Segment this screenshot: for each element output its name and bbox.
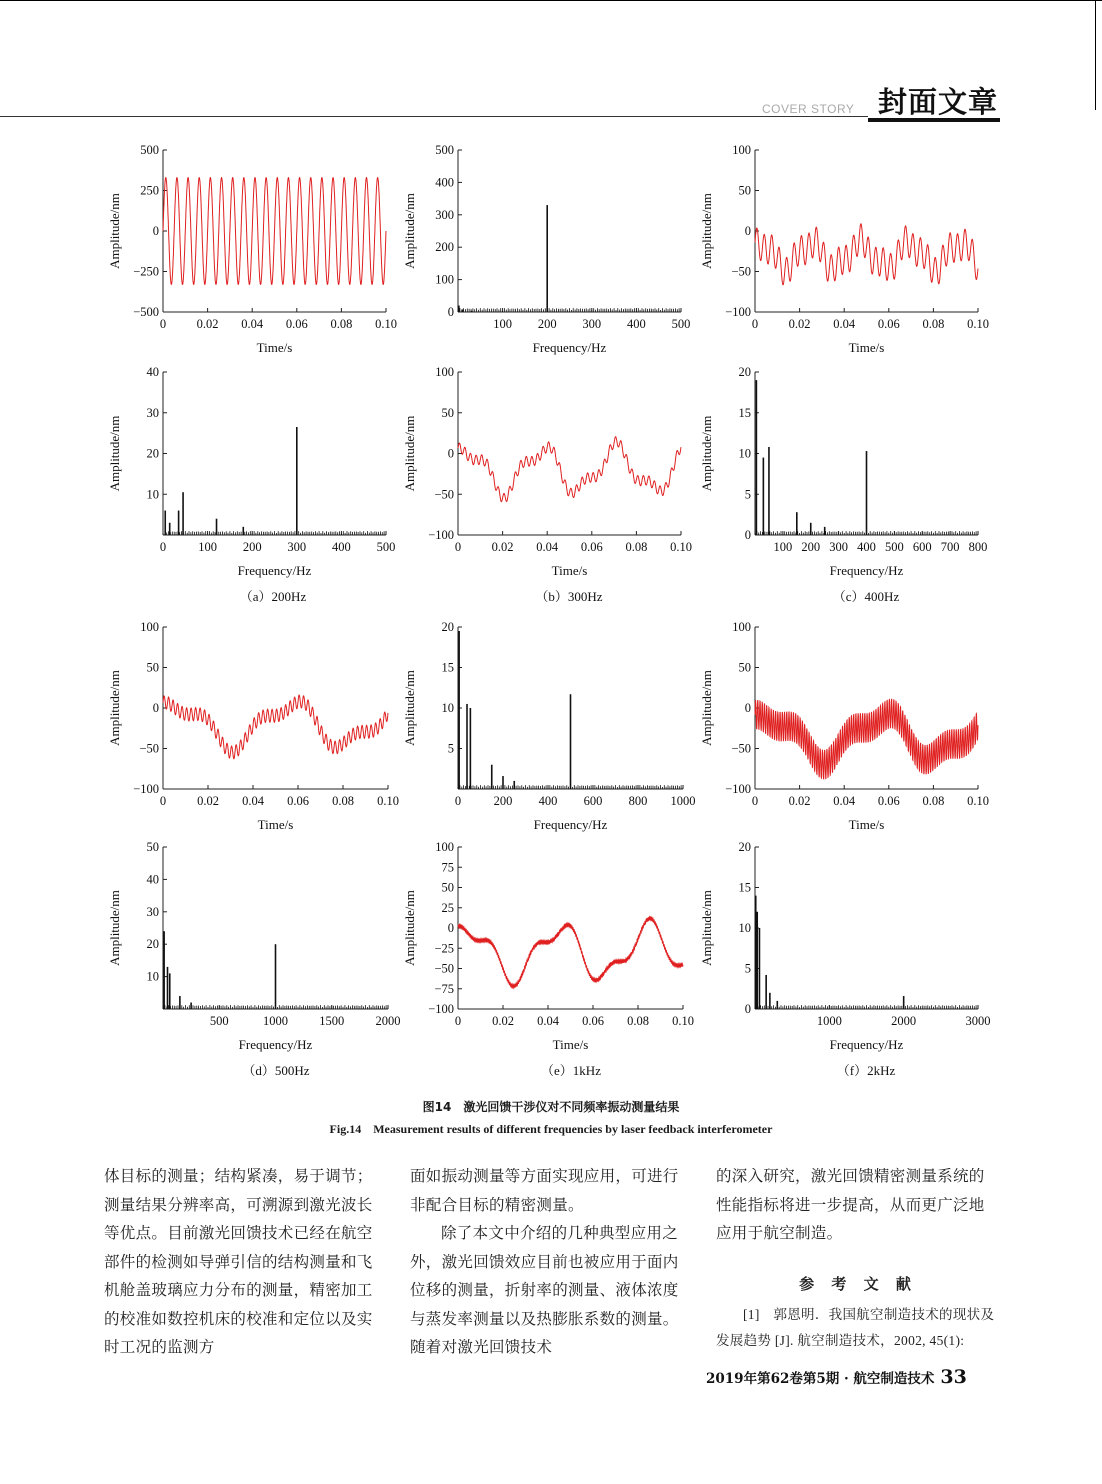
y-tick-label: 50 — [738, 660, 751, 675]
x-tick-label: 300 — [287, 540, 307, 554]
series-line — [755, 699, 978, 779]
y-tick-label: −100 — [725, 782, 751, 796]
x-tick-label: 500 — [671, 317, 691, 331]
x-tick-label: 0.10 — [375, 317, 397, 331]
y-tick-label: 0 — [447, 446, 454, 461]
y-tick-label: 20 — [441, 620, 454, 634]
x-tick-label: 0.10 — [670, 540, 692, 554]
x-tick-label: 0 — [159, 794, 167, 808]
x-tick-label: 1000 — [816, 1014, 842, 1028]
x-tick-label: 0.08 — [330, 317, 353, 331]
page-number: 33 — [940, 1366, 967, 1388]
subcaption: （f）2kHz — [836, 1063, 896, 1078]
y-tick-label: 40 — [146, 365, 159, 379]
y-tick-label: −50 — [434, 961, 454, 976]
y-tick-label: −250 — [133, 264, 159, 279]
cover-story-cn: 封面文章 — [878, 85, 999, 119]
x-tick-label: 1000 — [670, 794, 696, 808]
x-tick-label: 0 — [454, 540, 462, 554]
x-tick-label: 0.04 — [242, 794, 264, 808]
x-tick-label: 0.06 — [287, 794, 309, 808]
x-tick-label: 0.10 — [967, 317, 989, 331]
y-tick-label: 75 — [441, 860, 454, 875]
y-axis-label: Amplitude/nm — [107, 670, 122, 746]
x-tick-label: 0.06 — [877, 317, 900, 331]
reference-item: [1] 郭恩明．我国航空制造技术的现状及发展趋势 [J]. 航空制造技术，2002, 45(1): — [716, 1307, 995, 1348]
y-tick-label: 15 — [738, 405, 751, 420]
x-tick-label: 2000 — [375, 1014, 401, 1028]
y-axis-label: Amplitude/nm — [107, 415, 122, 492]
y-axis-label: Amplitude/nm — [699, 670, 714, 746]
x-tick-label: 0 — [751, 317, 759, 331]
y-tick-label: −100 — [725, 305, 751, 319]
x-tick-label: 200 — [493, 794, 513, 808]
y-tick-label: 30 — [146, 405, 159, 420]
y-tick-label: 200 — [435, 240, 454, 255]
x-tick-label: 100 — [198, 540, 217, 554]
chart-d-freq — [402, 620, 696, 832]
x-tick-label: 300 — [829, 540, 848, 554]
x-tick-label: 800 — [968, 540, 988, 554]
y-axis-label: Amplitude/nm — [402, 670, 417, 746]
x-tick-label: 0 — [159, 540, 167, 554]
y-tick-label: 50 — [146, 660, 159, 675]
noise-floor — [755, 1005, 978, 1009]
subcaption: （b）300Hz — [535, 589, 603, 604]
x-tick-label: 0.04 — [536, 540, 559, 554]
y-tick-label: −100 — [133, 782, 159, 796]
series-line — [458, 437, 681, 502]
y-tick-label: 100 — [140, 620, 159, 634]
chart-d-time — [107, 620, 399, 832]
figure-caption-en: Fig.14 Measurement results of different frequencies by laser feedback interferometer — [329, 1122, 773, 1136]
chart-c-time — [402, 365, 692, 578]
x-tick-label: 0.08 — [922, 794, 945, 808]
x-tick-label: 0.06 — [877, 794, 900, 808]
x-axis-label: Time/s — [552, 1037, 589, 1052]
y-tick-label: −25 — [434, 941, 454, 956]
y-tick-label: −50 — [139, 741, 159, 756]
x-axis-label: Frequency/Hz — [238, 1037, 313, 1052]
y-tick-label: 0 — [744, 528, 751, 542]
y-tick-label: 20 — [738, 840, 751, 854]
x-tick-label: 1000 — [263, 1014, 288, 1028]
x-tick-label: 300 — [582, 317, 602, 331]
y-tick-label: −50 — [731, 264, 751, 279]
y-tick-label: 100 — [732, 620, 751, 634]
y-axis-label: Amplitude/nm — [402, 890, 417, 966]
paragraph: 的深入研究，激光回馈精密测量系统的性能指标将进一步提高，从而更广泛地应用于航空制造。 — [716, 1167, 985, 1242]
y-axis-label: Amplitude/nm — [107, 193, 122, 269]
y-tick-label: 0 — [447, 305, 454, 319]
x-tick-label: 0.08 — [332, 794, 354, 808]
y-tick-label: 100 — [435, 272, 454, 287]
x-tick-label: 0.10 — [967, 794, 989, 808]
x-tick-label: 0.06 — [285, 317, 308, 331]
chart-a-time — [107, 143, 397, 355]
x-tick-label: 0.06 — [582, 1014, 604, 1028]
x-tick-label: 0.08 — [922, 317, 945, 331]
series-line — [163, 695, 388, 759]
x-tick-label: 200 — [242, 540, 262, 554]
noise-floor — [163, 531, 386, 535]
y-tick-label: −50 — [434, 487, 454, 502]
x-axis-label: Time/s — [257, 817, 294, 832]
y-tick-label: −500 — [133, 305, 159, 319]
x-tick-label: 700 — [940, 540, 960, 554]
x-tick-label: 0 — [751, 794, 759, 808]
y-axis-label: Amplitude/nm — [699, 890, 714, 966]
x-axis-label: Time/s — [848, 817, 885, 832]
x-tick-label: 0.04 — [537, 1014, 559, 1028]
x-axis-label: Frequency/Hz — [237, 563, 312, 578]
x-tick-label: 0.10 — [672, 1014, 694, 1028]
noise-floor — [755, 531, 978, 535]
subcaption: （c）400Hz — [832, 589, 900, 604]
y-tick-label: 0 — [744, 701, 751, 715]
x-axis-label: Frequency/Hz — [533, 817, 608, 832]
y-tick-label: 10 — [738, 446, 751, 461]
y-tick-label: 20 — [146, 446, 159, 461]
x-tick-label: 100 — [493, 317, 512, 331]
x-tick-label: 2000 — [891, 1014, 917, 1028]
y-tick-label: 500 — [435, 143, 454, 157]
y-tick-label: −75 — [434, 981, 454, 996]
y-tick-label: 15 — [441, 660, 454, 675]
y-tick-label: 50 — [441, 880, 454, 895]
y-axis-label: Amplitude/nm — [402, 193, 417, 269]
y-tick-label: 100 — [732, 143, 751, 157]
y-axis-label: Amplitude/nm — [699, 193, 714, 269]
y-tick-label: 400 — [435, 175, 454, 190]
x-tick-label: 0.02 — [788, 794, 811, 808]
figure-caption-cn: 图14 激光回馈干涉仪对不同频率振动测量结果 — [422, 1100, 680, 1114]
y-tick-label: 0 — [152, 224, 159, 238]
y-tick-label: −50 — [731, 741, 751, 756]
series-line — [458, 917, 683, 988]
x-tick-label: 0.04 — [833, 317, 856, 331]
y-tick-label: 50 — [146, 840, 159, 854]
x-tick-label: 800 — [628, 794, 648, 808]
y-axis-label: Amplitude/nm — [699, 415, 714, 492]
y-tick-label: 0 — [447, 921, 454, 935]
y-tick-label: 5 — [744, 487, 751, 502]
series-line — [755, 224, 978, 285]
x-tick-label: 0.02 — [788, 317, 811, 331]
y-tick-label: 0 — [744, 1002, 751, 1016]
x-tick-label: 1500 — [319, 1014, 345, 1028]
noise-floor — [458, 785, 683, 789]
y-axis-label: Amplitude/nm — [107, 890, 122, 966]
x-axis-label: Time/s — [551, 563, 588, 578]
y-tick-label: 500 — [140, 143, 159, 157]
x-tick-label: 400 — [538, 794, 558, 808]
y-tick-label: 10 — [738, 921, 751, 935]
x-tick-label: 400 — [332, 540, 351, 554]
x-tick-label: 200 — [801, 540, 821, 554]
y-tick-label: 10 — [146, 487, 159, 502]
y-tick-label: 30 — [146, 904, 159, 919]
x-axis-label: Frequency/Hz — [829, 563, 904, 578]
y-tick-label: −100 — [428, 528, 454, 542]
chart-b-freq — [107, 365, 395, 578]
references-title: 参 考 文 献 — [799, 1274, 917, 1293]
page-footer — [706, 1366, 967, 1388]
subcaption: （d）500Hz — [242, 1063, 310, 1078]
y-tick-label: 10 — [441, 701, 454, 715]
column-1 — [104, 1162, 388, 1362]
x-axis-label: Time/s — [848, 340, 885, 355]
x-tick-label: 400 — [627, 317, 646, 331]
chart-a-freq — [402, 143, 690, 355]
x-tick-label: 0.02 — [491, 540, 514, 554]
y-tick-label: 5 — [447, 741, 454, 756]
chart-f-time — [402, 840, 694, 1052]
y-tick-label: 50 — [441, 405, 454, 420]
x-tick-label: 500 — [376, 540, 396, 554]
chart-e-time — [699, 620, 989, 832]
x-axis-label: Frequency/Hz — [829, 1037, 904, 1052]
x-tick-label: 0.10 — [377, 794, 399, 808]
y-tick-label: 5 — [744, 961, 751, 976]
y-tick-label: 50 — [738, 183, 751, 198]
x-tick-label: 0.04 — [241, 317, 264, 331]
x-tick-label: 600 — [583, 794, 603, 808]
y-tick-label: 10 — [146, 969, 159, 984]
x-tick-label: 3000 — [965, 1014, 991, 1028]
y-tick-label: 0 — [152, 701, 159, 715]
y-tick-label: 300 — [435, 207, 454, 222]
y-tick-label: 100 — [435, 365, 454, 379]
y-tick-label: 25 — [441, 900, 454, 915]
paragraph: 除了本文中介绍的几种典型应用之外，激光回馈效应目前也被应用于面内位移的测量，折射率的测量、液体浓度与蒸发率测量以及热膨胀系数的测量。随着对激光回馈技术 — [410, 1224, 679, 1356]
x-tick-label: 0 — [454, 1014, 462, 1028]
x-tick-label: 0 — [159, 317, 167, 331]
y-tick-label: 20 — [146, 937, 159, 952]
x-tick-label: 0.02 — [197, 794, 219, 808]
chart-c-freq — [699, 365, 987, 578]
x-tick-label: 0.02 — [492, 1014, 514, 1028]
chart-e-freq — [107, 840, 401, 1052]
x-tick-label: 100 — [773, 540, 793, 554]
y-tick-label: −100 — [428, 1002, 454, 1016]
y-tick-label: 15 — [738, 880, 751, 895]
x-tick-label: 0.02 — [196, 317, 219, 331]
y-tick-label: 250 — [140, 183, 159, 198]
x-tick-label: 0.04 — [833, 794, 856, 808]
y-tick-label: 40 — [146, 872, 159, 887]
chart-b-time — [699, 143, 989, 355]
x-axis-label: Time/s — [256, 340, 293, 355]
x-tick-label: 0 — [454, 794, 462, 808]
x-tick-label: 500 — [885, 540, 904, 554]
y-axis-label: Amplitude/nm — [402, 415, 417, 492]
y-tick-label: 0 — [744, 224, 751, 238]
column-3 — [716, 1162, 1000, 1354]
x-tick-label: 0.08 — [627, 1014, 649, 1028]
y-tick-label: 20 — [738, 365, 751, 379]
chart-f-freq — [699, 840, 991, 1052]
cover-story-en: COVER STORY — [762, 102, 855, 116]
noise-floor — [458, 308, 681, 312]
paragraph: 体目标的测量；结构紧凑，易于调节；测量结果分辨率高，可溯源到激光波长等优点。目前激光回馈技术已经在航空部件的检测如导弹引信的结构测量和飞机舱盖玻璃应力分布的测量，精密加工的校准如数控机床的校准和定位以及实时工况的监测方 — [104, 1167, 373, 1356]
subcaption: （e）1kHz — [541, 1063, 601, 1078]
x-tick-label: 200 — [537, 317, 557, 331]
x-tick-label: 0.08 — [625, 540, 648, 554]
x-tick-label: 600 — [912, 540, 932, 554]
x-tick-label: 400 — [857, 540, 876, 554]
footer-journal: 2019年第62卷第5期 · 航空制造技术 — [706, 1371, 935, 1387]
paragraph: 面如振动测量等方面实现应用，可进行非配合目标的精密测量。 — [410, 1167, 679, 1214]
y-tick-label: 100 — [435, 840, 454, 854]
x-tick-label: 0.06 — [580, 540, 603, 554]
subcaption: （a）200Hz — [239, 589, 307, 604]
series-line — [163, 178, 386, 285]
noise-floor — [163, 1005, 388, 1009]
x-tick-label: 500 — [209, 1014, 229, 1028]
column-2 — [410, 1162, 694, 1362]
x-axis-label: Frequency/Hz — [532, 340, 607, 355]
